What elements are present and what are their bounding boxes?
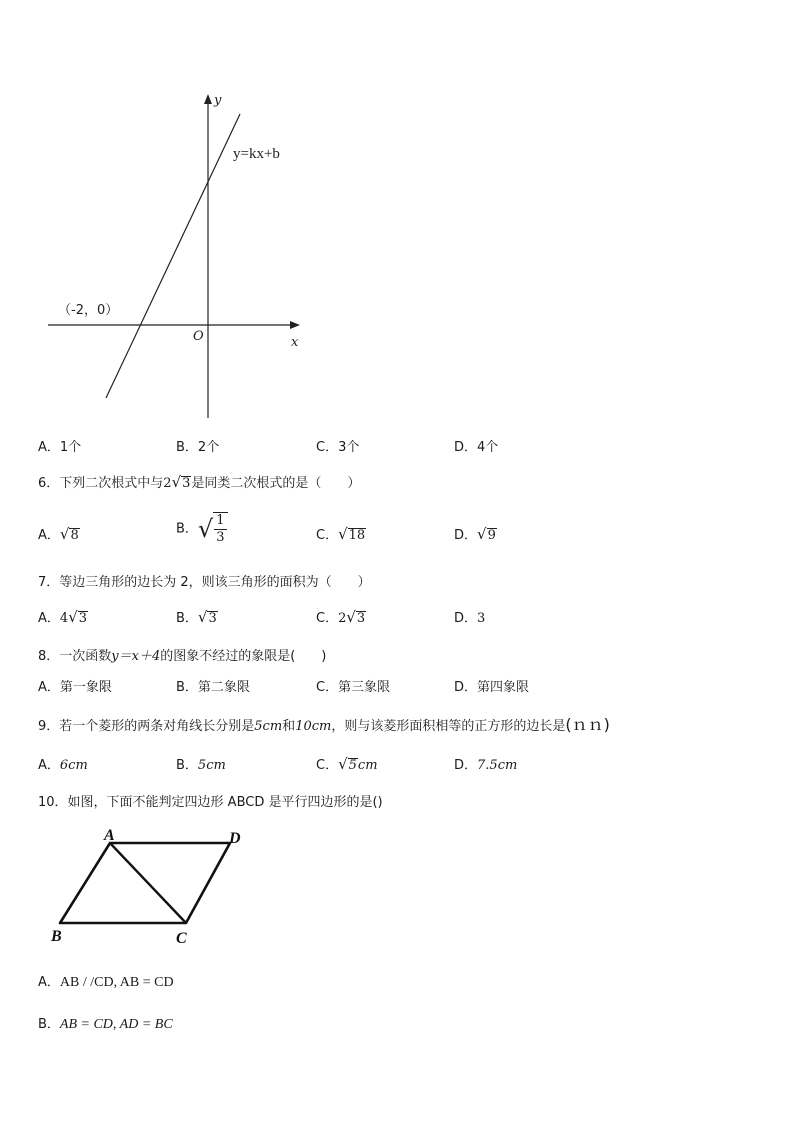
q7-option-a[interactable]: A．4√3 bbox=[38, 608, 88, 626]
q10-option-b[interactable]: B．AB = CD, AD = BC bbox=[38, 1017, 173, 1032]
q9-option-a[interactable]: A．6cm bbox=[38, 758, 88, 773]
q9-stem: 9．若一个菱形的两条对角线长分别是5cm和10cm，则与该菱形面积相等的正方形的边长是(ｎｎ) bbox=[38, 715, 610, 734]
x-axis-label: x bbox=[291, 335, 299, 350]
q8-stem: 8．一次函数y＝x＋4的图象不经过的象限是( ) bbox=[38, 649, 327, 664]
q7-stem: 7．等边三角形的边长为 2，则该三角形的面积为（ ） bbox=[38, 575, 371, 590]
vertex-c-label: C bbox=[176, 930, 187, 947]
q10-option-a[interactable]: A．AB / /CD, AB = CD bbox=[38, 975, 174, 990]
q5-graph bbox=[0, 0, 330, 430]
q6-option-b[interactable]: B．√ $\frac{1}{3}$ bbox=[176, 512, 228, 546]
q10-stem: 10．如图，下面不能判定四边形 ABCD 是平行四边形的是() bbox=[38, 795, 383, 810]
diagonal-ac bbox=[110, 843, 186, 923]
q9-option-d[interactable]: D．7.5cm bbox=[454, 758, 518, 773]
q8-option-b[interactable]: B．第二象限 bbox=[176, 680, 250, 695]
q7-option-d[interactable]: D．3 bbox=[454, 611, 486, 626]
parallelogram-abcd bbox=[60, 843, 230, 923]
q8-option-a[interactable]: A．第一象限 bbox=[38, 680, 112, 695]
line-y-kx-b bbox=[106, 114, 240, 398]
q5-option-d[interactable]: D．4个 bbox=[454, 440, 499, 455]
q6-option-a[interactable]: A．√8 bbox=[38, 525, 79, 543]
q5-option-b[interactable]: B．2个 bbox=[176, 440, 220, 455]
vertex-d-label: D bbox=[229, 830, 241, 847]
q7-option-c[interactable]: C．2√3 bbox=[316, 608, 366, 626]
q10-parallelogram-figure bbox=[40, 826, 280, 952]
origin-label: O bbox=[193, 329, 204, 344]
x-axis-arrow bbox=[290, 321, 300, 329]
q9-option-c[interactable]: C．√5cm bbox=[316, 755, 378, 773]
q9-option-b[interactable]: B．5cm bbox=[176, 758, 226, 773]
q8-option-d[interactable]: D．第四象限 bbox=[454, 680, 530, 695]
vertex-a-label: A bbox=[104, 827, 115, 844]
q6-option-d[interactable]: D．√9 bbox=[454, 525, 496, 543]
q7-option-b[interactable]: B．√3 bbox=[176, 608, 217, 626]
q6-stem: 6．下列二次根式中与2√3是同类二次根式的是（ ） bbox=[38, 473, 361, 491]
q5-option-a[interactable]: A．1个 bbox=[38, 440, 82, 455]
q6-option-c[interactable]: C．√18 bbox=[316, 525, 366, 543]
q8-option-c[interactable]: C．第三象限 bbox=[316, 680, 391, 695]
q5-option-c[interactable]: C．3个 bbox=[316, 440, 360, 455]
line-label: y=kx+b bbox=[233, 146, 280, 162]
y-axis-label: y bbox=[214, 93, 222, 108]
point-label: （-2，0） bbox=[58, 303, 119, 318]
vertex-b-label: B bbox=[51, 928, 62, 945]
y-axis-arrow bbox=[204, 94, 212, 104]
